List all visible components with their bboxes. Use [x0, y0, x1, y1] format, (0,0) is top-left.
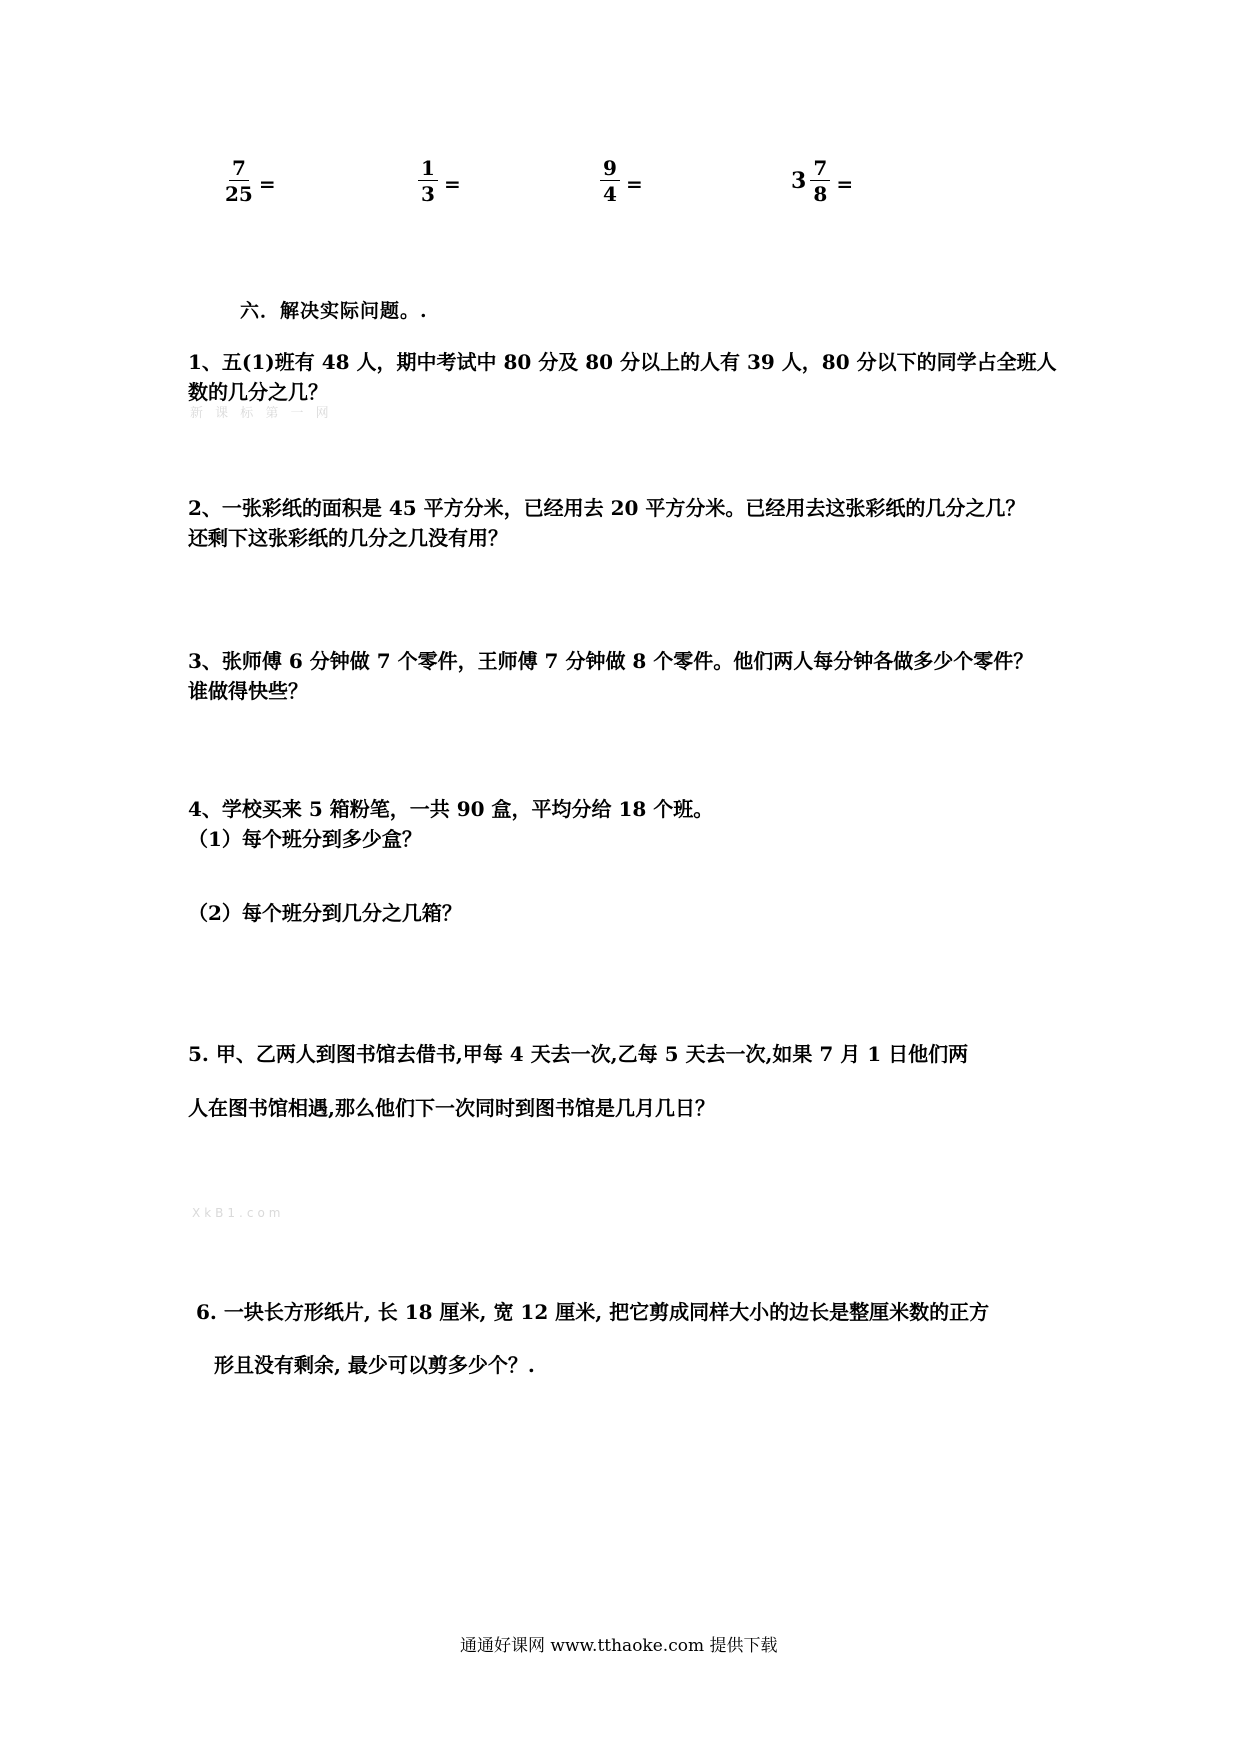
denominator: 3 — [421, 182, 435, 206]
fraction — [418, 158, 438, 204]
equals-sign: = — [836, 172, 854, 196]
question-6-line-1: 6. 一块长方形纸片, 长 18 厘米, 宽 12 厘米, 把它剪成同样大小的边长是整厘米数的正方 — [196, 1300, 990, 1324]
question-5-line-1: 5. 甲、乙两人到图书馆去借书,甲每 4 天去一次,乙每 5 天去一次,如果 7 月 1 日他们两 — [188, 1042, 969, 1066]
question-3-line-1: 3、张师傅 6 分钟做 7 个零件，王师傅 7 分钟做 8 个零件。他们两人每分钟各做多少个零件？ — [188, 649, 1034, 673]
fraction — [810, 158, 830, 204]
watermark-1: 新 课 标 第 一 网 — [190, 406, 333, 421]
numerator: 1 — [418, 158, 438, 181]
question-4-sub-2: （2）每个班分到几分之几箱？ — [188, 901, 462, 925]
equals-sign: = — [444, 172, 461, 196]
fraction-item-2 — [418, 158, 461, 204]
numerator: 9 — [600, 158, 620, 181]
question-5-line-2: 人在图书馆相遇,那么他们下一次同时到图书馆是几月几日？ — [188, 1096, 715, 1120]
numerator: 7 — [810, 158, 830, 181]
question-2-line-1: 2、一张彩纸的面积是 45 平方分米，已经用去 20 平方分米。已经用去这张彩纸的几分之几？ — [188, 496, 1026, 520]
footer-credit: 通通好课网 www.tthaoke.com 提供下载 — [460, 1636, 778, 1656]
question-4-line-1: 4、学校买来 5 箱粉笔，一共 90 盒，平均分给 18 个班。 — [188, 797, 714, 821]
fraction — [600, 158, 620, 204]
denominator: 4 — [603, 182, 617, 206]
section-title: 六．解决实际问题。. — [240, 300, 428, 322]
whole-number: 3 — [791, 168, 807, 194]
question-2-line-2: 还剩下这张彩纸的几分之几没有用？ — [188, 526, 508, 550]
fraction-item-1 — [225, 158, 276, 204]
question-1-line-2: 数的几分之几？ — [188, 380, 328, 404]
question-6-line-2: 形且没有剩余, 最少可以剪多少个？. — [214, 1353, 535, 1377]
question-1-line-1: 1、五(1)班有 48 人，期中考试中 80 分及 80 分以上的人有 39 人，80 分以下的同学占全班人 — [188, 350, 1057, 374]
fraction-item-4 — [791, 158, 853, 204]
equals-sign: = — [626, 172, 643, 196]
watermark-2: XkB1.com — [192, 1206, 285, 1220]
denominator: 8 — [813, 182, 828, 206]
fraction — [225, 158, 253, 204]
equals-sign: = — [258, 172, 276, 196]
denominator: 25 — [225, 182, 253, 206]
question-3-line-2: 谁做得快些？ — [188, 679, 308, 703]
numerator: 7 — [229, 158, 249, 181]
question-4-sub-1: （1）每个班分到多少盒？ — [188, 827, 422, 851]
fraction-item-3 — [600, 158, 643, 204]
